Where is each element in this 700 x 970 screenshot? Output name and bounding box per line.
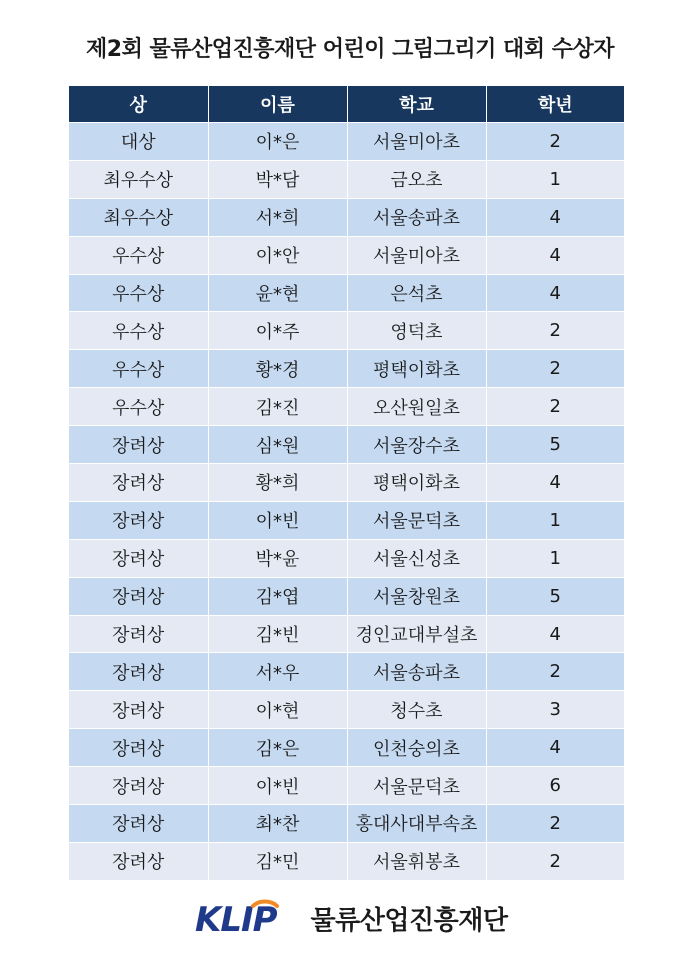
cell-name: 심*원 — [208, 426, 347, 464]
cell-school: 서울문덕초 — [347, 501, 486, 539]
organization-name: 물류산업진흥재단 — [310, 905, 508, 936]
cell-grade: 2 — [486, 653, 624, 691]
cell-award: 우수상 — [69, 388, 208, 426]
cell-grade: 2 — [486, 350, 624, 388]
cell-school: 인천숭의초 — [347, 729, 486, 767]
cell-school: 청수초 — [347, 691, 486, 729]
cell-award: 우수상 — [69, 274, 208, 312]
cell-grade: 5 — [486, 426, 624, 464]
cell-award: 장려상 — [69, 615, 208, 653]
cell-school: 평택이화초 — [347, 464, 486, 502]
table-row — [69, 312, 624, 350]
cell-grade: 6 — [486, 767, 624, 805]
cell-award: 장려상 — [69, 842, 208, 879]
cell-name: 김*민 — [208, 842, 347, 879]
cell-grade: 4 — [486, 236, 624, 274]
cell-award: 장려상 — [69, 464, 208, 502]
cell-school: 금오초 — [347, 160, 486, 198]
cell-award: 최우수상 — [69, 160, 208, 198]
cell-name: 김*은 — [208, 729, 347, 767]
cell-school: 경인교대부설초 — [347, 615, 486, 653]
cell-award: 장려상 — [69, 729, 208, 767]
cell-school: 서울미아초 — [347, 236, 486, 274]
table-body — [69, 123, 624, 880]
cell-name: 최*찬 — [208, 805, 347, 843]
cell-grade: 4 — [486, 274, 624, 312]
header-school: 학교 — [347, 86, 486, 123]
cell-name: 김*진 — [208, 388, 347, 426]
cell-school: 서울휘봉초 — [347, 842, 486, 879]
cell-grade: 4 — [486, 729, 624, 767]
cell-name: 윤*현 — [208, 274, 347, 312]
cell-award: 최우수상 — [69, 198, 208, 236]
cell-name: 김*엽 — [208, 577, 347, 615]
cell-grade: 1 — [486, 501, 624, 539]
cell-name: 이*빈 — [208, 501, 347, 539]
logo-text: KLIP — [194, 900, 277, 938]
table-row — [69, 805, 624, 843]
table-row — [69, 691, 624, 729]
cell-school: 홍대사대부속초 — [347, 805, 486, 843]
cell-school: 서울문덕초 — [347, 767, 486, 805]
cell-name: 황*희 — [208, 464, 347, 502]
cell-award: 장려상 — [69, 691, 208, 729]
cell-grade: 1 — [486, 160, 624, 198]
table-row — [69, 350, 624, 388]
winners-table — [69, 86, 624, 880]
cell-name: 이*빈 — [208, 767, 347, 805]
cell-school: 서울창원초 — [347, 577, 486, 615]
cell-award: 장려상 — [69, 767, 208, 805]
cell-school: 서울미아초 — [347, 123, 486, 161]
header-grade: 학년 — [486, 86, 624, 123]
cell-grade: 2 — [486, 388, 624, 426]
cell-grade: 2 — [486, 805, 624, 843]
cell-name: 박*담 — [208, 160, 347, 198]
cell-school: 서울신성초 — [347, 539, 486, 577]
cell-grade: 2 — [486, 842, 624, 879]
table-row — [69, 729, 624, 767]
table-row — [69, 653, 624, 691]
header-award: 상 — [69, 86, 208, 123]
cell-school: 서울장수초 — [347, 426, 486, 464]
cell-name: 이*안 — [208, 236, 347, 274]
table-row — [69, 464, 624, 502]
cell-award: 우수상 — [69, 236, 208, 274]
cell-grade: 2 — [486, 312, 624, 350]
cell-award: 장려상 — [69, 577, 208, 615]
cell-name: 서*희 — [208, 198, 347, 236]
table-row — [69, 236, 624, 274]
cell-name: 박*윤 — [208, 539, 347, 577]
table-row — [69, 426, 624, 464]
table-row — [69, 274, 624, 312]
table-row — [69, 198, 624, 236]
table-row — [69, 388, 624, 426]
table-row — [69, 842, 624, 879]
table-row — [69, 615, 624, 653]
cell-grade: 4 — [486, 615, 624, 653]
table-row — [69, 577, 624, 615]
header-name: 이름 — [208, 86, 347, 123]
cell-grade: 3 — [486, 691, 624, 729]
cell-award: 우수상 — [69, 350, 208, 388]
table-header — [69, 86, 624, 123]
cell-name: 김*빈 — [208, 615, 347, 653]
cell-grade: 2 — [486, 123, 624, 161]
header-row — [69, 86, 624, 123]
table-row — [69, 501, 624, 539]
table-row — [69, 123, 624, 161]
table-row — [69, 160, 624, 198]
cell-award: 장려상 — [69, 426, 208, 464]
cell-award: 장려상 — [69, 539, 208, 577]
cell-grade: 1 — [486, 539, 624, 577]
cell-name: 이*현 — [208, 691, 347, 729]
cell-school: 영덕초 — [347, 312, 486, 350]
cell-award: 장려상 — [69, 653, 208, 691]
page-title: 제2회 물류산업진흥재단 어린이 그림그리기 대회 수상자 — [86, 37, 614, 62]
table-row — [69, 767, 624, 805]
footer-logo — [0, 898, 700, 938]
table-row — [69, 539, 624, 577]
cell-grade: 4 — [486, 198, 624, 236]
cell-grade: 5 — [486, 577, 624, 615]
cell-school: 서울송파초 — [347, 653, 486, 691]
cell-award: 대상 — [69, 123, 208, 161]
cell-award: 우수상 — [69, 312, 208, 350]
cell-school: 평택이화초 — [347, 350, 486, 388]
cell-award: 장려상 — [69, 501, 208, 539]
cell-name: 황*경 — [208, 350, 347, 388]
cell-name: 서*우 — [208, 653, 347, 691]
klip-logo-icon — [193, 898, 303, 938]
cell-school: 서울송파초 — [347, 198, 486, 236]
cell-grade: 4 — [486, 464, 624, 502]
cell-name: 이*은 — [208, 123, 347, 161]
cell-school: 오산원일초 — [347, 388, 486, 426]
cell-name: 이*주 — [208, 312, 347, 350]
cell-school: 은석초 — [347, 274, 486, 312]
cell-award: 장려상 — [69, 805, 208, 843]
